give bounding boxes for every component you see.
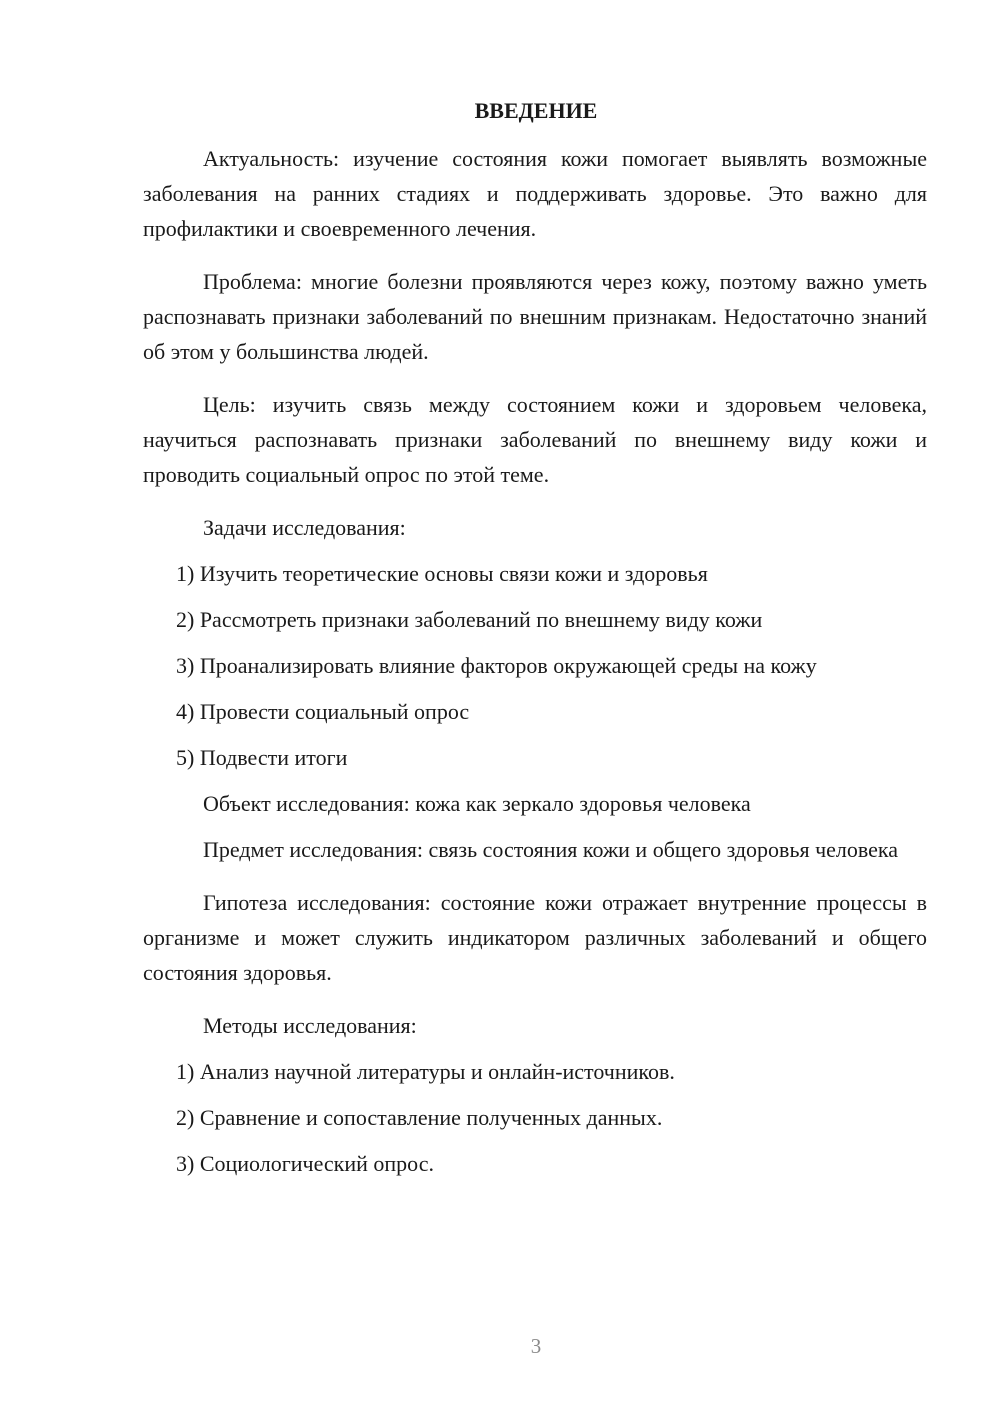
goal-paragraph: Цель: изучить связь между состоянием кожи и здоровьем человека, научиться распознавать признаки заболеваний по внешнему виду кожи и проводить социальный опрос по этой теме.	[143, 392, 927, 487]
hypothesis-paragraph: Гипотеза исследования: состояние кожи отражает внутренние процессы в организме и может служить индикатором различных заболеваний и общего состояния здоровья.	[143, 890, 927, 985]
document-title: ВВЕДЕНИЕ	[474, 98, 598, 123]
tasks-list	[143, 556, 927, 775]
task-item: 1) Изучить теоретические основы связи кожи и здоровья	[176, 561, 708, 586]
subject-paragraph: Предмет исследования: связь состояния кожи и общего здоровья человека	[203, 837, 899, 862]
method-item: 3) Социологический опрос.	[176, 1151, 434, 1176]
object-paragraph: Объект исследования: кожа как зеркало здоровья человека	[203, 791, 751, 816]
relevance-paragraph: Актуальность: изучение состояния кожи помогает выявлять возможные заболевания на ранних стадиях и поддерживать здоровье. Это важно для профилактики и своевременного лечения.	[143, 146, 927, 241]
problem-paragraph: Проблема: многие болезни проявляются через кожу, поэтому важно уметь распознавать признаки заболеваний по внешним признакам. Недостаточно знаний об этом у большинства людей.	[143, 269, 927, 364]
methods-list	[143, 1054, 927, 1181]
page-content	[143, 97, 927, 1192]
task-item: 5) Подвести итоги	[176, 745, 348, 770]
method-item: 2) Сравнение и сопоставление полученных данных.	[176, 1105, 663, 1130]
task-item: 2) Рассмотреть признаки заболеваний по внешнему виду кожи	[176, 607, 763, 632]
page-number: 3	[530, 1334, 542, 1358]
task-item: 3) Проанализировать влияние факторов окружающей среды на кожу	[176, 653, 817, 678]
tasks-heading: Задачи исследования:	[203, 515, 406, 540]
method-item: 1) Анализ научной литературы и онлайн-источников.	[176, 1059, 675, 1084]
task-item: 4) Провести социальный опрос	[176, 699, 470, 724]
methods-heading: Методы исследования:	[203, 1013, 417, 1038]
